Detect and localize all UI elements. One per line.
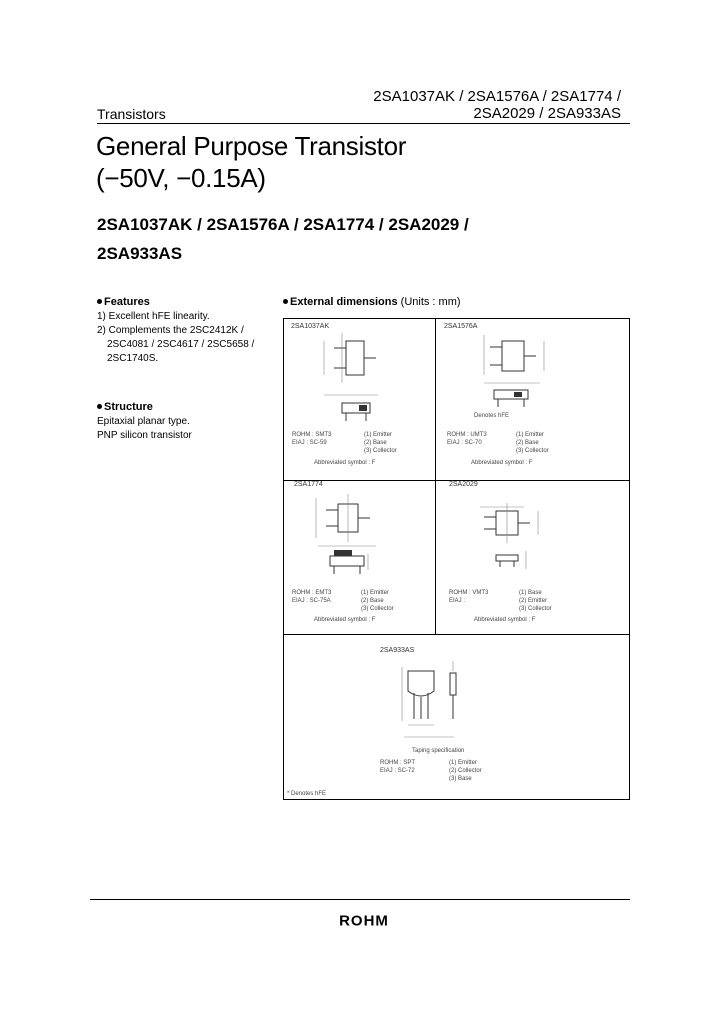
package-drawing-2sa1037ak (304, 333, 404, 433)
package-standards: ROHM : UMT3 EIAJ : SC-70 (447, 432, 487, 446)
package-standards: ROHM : EMT3 EIAJ : SC-75A (292, 590, 332, 604)
package-pins: (1) Base (2) Emitter (3) Collector (519, 590, 552, 612)
header-part-numbers-line2: 2SA2029 / 2SA933AS (473, 105, 621, 122)
structure-item: Epitaxial planar type. (97, 416, 190, 427)
package-drawing-2sa1576a (474, 335, 574, 415)
header-part-numbers (373, 88, 621, 122)
model-list (97, 210, 469, 268)
package-symbol: Abbreviated symbol : F (314, 460, 376, 466)
package-name: 2SA2029 (449, 481, 478, 488)
header-rule (97, 123, 630, 124)
page-title (96, 130, 406, 194)
bullet-icon (97, 299, 102, 304)
features-list (97, 310, 254, 366)
title-line1: General Purpose Transistor (96, 131, 407, 161)
header-category: Transistors (97, 106, 166, 122)
model-list-line2: 2SA933AS (97, 244, 183, 263)
structure-heading: Structure (97, 401, 153, 413)
package-symbol: Abbreviated symbol : F (471, 460, 533, 466)
package-extra: Taping specification (412, 748, 465, 754)
package-pins: (1) Emitter (2) Collector (3) Base (449, 760, 482, 782)
package-extra: Denotes hFE (474, 413, 510, 419)
box-divider (284, 634, 629, 635)
package-name: 2SA1774 (294, 481, 323, 488)
bullet-icon (283, 299, 288, 304)
package-drawing-2sa2029 (474, 499, 574, 584)
package-name: 2SA1576A (444, 323, 478, 330)
structure-item: PNP silicon transistor (97, 430, 192, 441)
bullet-icon (97, 404, 102, 409)
dimensions-heading: External dimensions (Units : mm) (283, 296, 461, 308)
package-drawing-2sa1774 (304, 494, 404, 589)
package-symbol: Abbreviated symbol : F (314, 617, 376, 623)
box-divider (435, 319, 436, 480)
rohm-logo-mark (333, 912, 395, 928)
feature-item: 2SC4081 / 2SC4617 / 2SC5658 / (107, 339, 255, 350)
feature-item: 1) Excellent hFE linearity. (97, 311, 210, 322)
box-divider (435, 480, 436, 634)
package-drawing-2sa933as (394, 657, 494, 749)
header-part-numbers-line1: 2SA1037AK / 2SA1576A / 2SA1774 / (373, 88, 621, 105)
features-heading: Features (97, 296, 150, 308)
dimensions-footnote: * Denotes hFE (287, 791, 327, 797)
package-symbol: Abbreviated symbol : F (474, 617, 536, 623)
structure-list (97, 415, 192, 443)
package-standards: ROHM : SPT EIAJ : SC-72 (380, 760, 416, 774)
dimensions-units: (Units : mm) (400, 296, 461, 308)
package-standards: ROHM : VMT3 EIAJ : (449, 590, 489, 604)
feature-item: 2SC1740S. (107, 353, 159, 364)
package-pins: (1) Emitter (2) Base (3) Collector (364, 432, 397, 454)
package-standards: ROHM : SMT3 EIAJ : SC-59 (292, 432, 332, 446)
svg-text:ROHM: ROHM (339, 912, 389, 928)
package-pins: (1) Emitter (2) Base (3) Collector (516, 432, 549, 454)
package-name: 2SA1037AK (291, 323, 330, 330)
footer-rule (90, 899, 630, 900)
feature-item: 2) Complements the 2SC2412K / (97, 325, 244, 336)
title-line2: (−50V, −0.15A) (96, 163, 266, 193)
package-pins: (1) Emitter (2) Base (3) Collector (361, 590, 394, 612)
package-name: 2SA933AS (380, 647, 415, 654)
dimensions-box (283, 318, 630, 800)
rohm-logo (333, 912, 395, 933)
model-list-line1: 2SA1037AK / 2SA1576A / 2SA1774 / 2SA2029 / (97, 215, 469, 234)
